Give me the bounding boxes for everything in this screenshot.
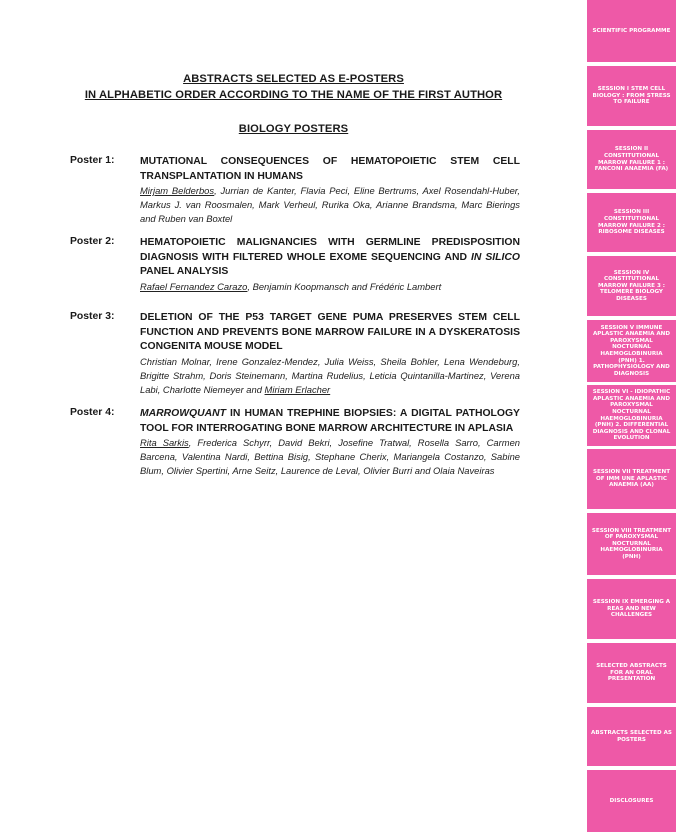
co-authors: , Benjamin Koopmansch and Frédéric Lambert bbox=[247, 280, 442, 292]
presenting-author: Mirjam Belderbos bbox=[140, 185, 215, 197]
presenting-author: Rafael Fernandez Carazo bbox=[140, 280, 248, 292]
nav-session-1[interactable] bbox=[587, 66, 676, 126]
co-authors: Christian Molnar, Irene Gonzalez-Mendez, Julia Weiss, Sheila Bohler, Lena Wendeburg, Brigitte Strahm, Doris Steinemann, Martina Rudelius, Leticia Quintanilla-Martinez, Verena Labi, Charlotte Niemeyer and bbox=[140, 355, 520, 395]
nav-session-8[interactable] bbox=[587, 513, 676, 575]
nav-label: SESSION VIII TREATMENT OF PAROXYSMAL NOCTURNAL HAEMOGLOBINURIA (PNH) bbox=[591, 527, 672, 560]
nav-label: SESSION VI - IDIOPATHIC APLASTIC ANAEMIA AND PAROXYSMAL NOCTURNAL HAEMOGLOBINURIA (PNH) 2. DIFFERENTIAL DIAGNOSIS AND CLONAL EVOLUTION bbox=[592, 389, 671, 442]
nav-label: SCIENTIFIC PROGRAMME bbox=[592, 27, 671, 34]
nav-label: SESSION VII TREATMENT OF IMM UNE APLASTIC ANAEMIA (AA) bbox=[592, 469, 671, 489]
page-title-line-1: ABSTRACTS SELECTED AS E-POSTERS bbox=[183, 73, 404, 85]
title-part: IN HUMAN TREPHINE BIOPSIES: A DIGITAL PATHOLOGY TOOL FOR INTERROGATING BONE MARROW ARCHITECTURE IN APLASIA bbox=[140, 408, 520, 434]
nav-label: SELECTED ABSTRACTS FOR AN ORAL PRESENTATION bbox=[596, 663, 667, 683]
nav-session-2[interactable] bbox=[587, 130, 676, 189]
nav-label: SESSION IV CONSTITUTIONAL MARROW FAILURE 3 : TELOMERE BIOLOGY DISEASES bbox=[597, 269, 666, 302]
nav-session-7[interactable] bbox=[587, 449, 676, 509]
nav-label: SESSION V IMMUNE APLASTIC ANAEMIA AND PAROXYSMAL NOCTURNAL HAEMOGLOBINURIA (PNH) 1. PATHOPHYSIOLOGY AND DIAGNOSIS bbox=[592, 324, 671, 377]
poster-title bbox=[140, 236, 520, 280]
nav-session-6[interactable] bbox=[587, 385, 676, 446]
poster-title: DELETION OF THE P53 TARGET GENE PUMA PRESERVES STEM CELL FUNCTION AND PREVENTS BONE MARROW FAILURE IN A DYSKERATOSIS CONGENITA MOUSE MODEL bbox=[140, 312, 520, 353]
nav-label: DISCLOSURES bbox=[609, 797, 654, 804]
nav-label: SESSION IX EMERGING A REAS AND NEW CHALLENGES bbox=[592, 599, 671, 619]
poster-body bbox=[140, 311, 520, 397]
co-authors: , Jurrian de Kanter, Flavia Peci, Eline Bertrums, Axel Rosendahl-Huber, Markus J. van Roosmalen, Mark Verheul, Rurika Oka, Arianne Brandsma, Marc Bierings and Ruben van Boxtel bbox=[140, 185, 520, 224]
poster-authors bbox=[140, 436, 520, 478]
nav-selected-oral-abstracts[interactable] bbox=[587, 643, 676, 703]
page-title-line-2: IN ALPHABETIC ORDER ACCORDING TO THE NAME OF THE FIRST AUTHOR bbox=[84, 89, 503, 101]
poster-label: Poster 2: bbox=[70, 236, 115, 247]
poster-authors bbox=[140, 280, 520, 294]
nav-label: SESSION III CONSTITUTIONAL MARROW FAILURE 2 : RIBOSOME DISEASES bbox=[597, 209, 666, 236]
poster-label: Poster 1: bbox=[70, 155, 115, 166]
title-part: HEMATOPOIETIC MALIGNANCIES WITH GERMLINE PREDISPOSITION DIAGNOSIS WITH FILTERED WHOLE EXOME SEQUENCING AND bbox=[140, 237, 520, 263]
nav-label: SESSION I STEM CELL BIOLOGY : FROM STRESS TO FAILURE bbox=[592, 86, 671, 106]
title-italic-part: MARROWQUANT bbox=[140, 408, 226, 419]
title-italic-part: IN SILICO bbox=[470, 251, 520, 263]
nav-label: ABSTRACTS SELECTED AS POSTERS bbox=[591, 729, 672, 743]
poster-body bbox=[140, 155, 520, 226]
section-heading: BIOLOGY POSTERS bbox=[238, 123, 349, 135]
poster-title bbox=[140, 407, 520, 436]
presenting-author: Miriam Erlacher bbox=[264, 383, 331, 395]
presenting-author: Rita Sarkis bbox=[140, 437, 189, 449]
nav-label: SESSION II CONSTITUTIONAL MARROW FAILURE 1 : FANCONI ANAEMIA (FA) bbox=[594, 146, 669, 173]
session-navigation bbox=[587, 0, 676, 832]
nav-session-4[interactable] bbox=[587, 256, 676, 316]
nav-scientific-programme[interactable] bbox=[587, 0, 676, 62]
poster-label: Poster 4: bbox=[70, 407, 115, 418]
poster-body bbox=[140, 236, 520, 294]
nav-session-5[interactable] bbox=[587, 320, 676, 382]
poster-title: MUTATIONAL CONSEQUENCES OF HEMATOPOIETIC STEM CELL TRANSPLANTATION IN HUMANS bbox=[140, 156, 520, 182]
poster-body bbox=[140, 407, 520, 478]
nav-disclosures[interactable] bbox=[587, 770, 676, 832]
nav-poster-abstracts[interactable] bbox=[587, 707, 676, 766]
poster-authors bbox=[140, 184, 520, 226]
nav-session-3[interactable] bbox=[587, 193, 676, 252]
nav-session-9[interactable] bbox=[587, 579, 676, 639]
poster-authors bbox=[140, 355, 520, 397]
title-part: PANEL ANALYSIS bbox=[140, 266, 229, 278]
poster-label: Poster 3: bbox=[70, 311, 115, 322]
co-authors: , Frederica Schyrr, David Bekri, Josefine Tratwal, Rosella Sarro, Carmen Barcena, Valentina Nardi, Bettina Bisig, Stephane Cherix, Mariangela Costanzo, Sabine Blum, Olivier Spertini, Arne Seitz, Laurence de Leval, Olivier Burri and Olaia Naveiras bbox=[140, 437, 520, 476]
